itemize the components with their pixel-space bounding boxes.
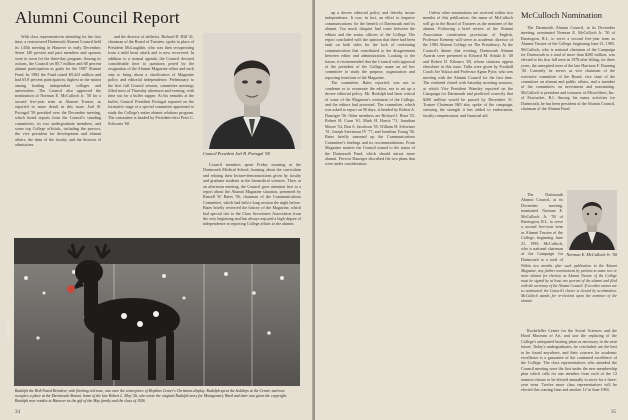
nomination-column: The Dartmouth Alumni Council, at its December meeting, nominated Norman E. McCulloch Jr. '50 of Barrington, R.I., to serve a second five-year term as Alumni Trustee of the College, beginning June 21, 1983. McCulloch, who is national chairman of the Campaign for Dartmouth to a total of more than $200 million, was elected to his first full term in 1978 after filling, for three years, the unexpired term of the late Harrison F. Dunning '30. Currently he serves as vice chairman of the executive committee of the Board, vice chair of the committee on alumni and public affairs, and a member of the committees on investment and nominating. McCulloch is president and treasurer of Microfibres, Inc. of Pawtucket, R.I. Among his many activities for Dartmouth, he has been president of the Alumni Council, chairman of the Alumni Fund. [521, 25, 615, 112]
portrait-caption: Council President Joel B. Portugal '58 [203, 151, 270, 156]
right-page [315, 0, 628, 420]
nomination-continued: The Dartmouth Alumni Council, at its December meeting, nominated Norman E. McCulloch Jr. '50 of Barrington, R.I., to serve a second five-year term as Alumni Trustee of the College, beginning June 21, 1983. McCulloch, who is national chairman of the Campaign for Dartmouth to a total of [521, 192, 563, 262]
page-title: Alumni Council Report [15, 8, 180, 27]
petition-note: Within two months after such publication in the Alumni Magazine, any further nominations by petition to name two or more alumni for election as Alumni Trustee of the College must be signed by at least one percent of the alumni and filed with the secretary of the Alumni Council. If no other names are so nominated, the Council's choice is elected by acclamation. McCulloch stands for re-election upon the nominee of the alumni. [521, 264, 617, 303]
article-column-1: With class representatives attending for the first time, a restructured Dartmouth Alumni Council held its 145th meeting in Hanover in early December. Some 140 present and past members and spouses were in town for the three-day program. Among its actions, the Council set $5.7 million and 68 percent alumni participation as goals for the 1987 Alumni Fund. In 1982 the Fund raised $9,423 million and had 65.8 percent participation, highest in the nation among leading independent colleges and universities. The Council also approved the nomination of Norman E. McCulloch Jr. '50 for a second five-year term as Alumni Trustee, as reported in more detail in this issue. Joel B. Portugal '58 presided over the December meeting, which heard reports from the Council's standing committees, its two undergraduate members, and some top College officials, including the provost, the vice president for development and alumni affairs, the dean of the faculty, and the director of admissions. [15, 34, 101, 148]
article-column-3: up a decree editorial policy and thereby insure independence. It was, in fact, an effort to improve communications for the benefit of Dartmouth and its alumni. Too much disquiet had come between the editors and the senior officers of the College. The report concluded with the opinion that there had been fault on both sides for the lack of continuing communication that contributed to the disagreement between editor and administration. Looking to the future, it recommended that the Council with approval of the president of the College name an ad hoc committee to study the purpose, organization and reporting functions of the Magazine. The committee, Bates reported, was not to condemn or to exonerate the editor, nor to set up a decree editorial policy. Mr. Rudolph had been critical of some of the Magazine's treatment of the College, and the editors had protested. The committee, which was asked to report on 90 days, is headed by Robert A. Danziger '56. Other members are Richard J. Hunt '53, Robert H. Conn '61, Mark H. Harris '71, Jonathan Moore '54, Don A. Jacobson '55, William H. Schreiner '51, Joseph Stevenson IV '77, and Jonathan Young '56. Bates briefly summed up the Communications Committee's findings and its recommendations. From Magazine matters the Council turned to the status of the Dartmouth Fund, which should attract more alumni. Provost Danziger described the two plans that were under consideration. [325, 10, 415, 167]
reindeer-photo [14, 238, 300, 386]
photo-credit: Dartmouth Photo [6, 319, 10, 340]
article-column-2: and the director of athletics. Richard D. Hill '41, chairman of the Board of Trustees, spoke in place of President McLaughlin, who was then recuperating from a mild heart attack and is now recovered. In addition to a normal agenda, the Council devoted considerable time to questions posed by the resignation of the Alumni Magazine editor and each step to bring about a clarification of Magazine policy and editorial independence. Preliminary to the first full Council session, committee meetings filled most of Thursday afternoon and evening, with time out for a buffet supper. At his remarks at the buffet, Council President Portugal reported on the formative stage of a special committee appointed to study the College's entire alumni relations program. The committee is headed by President-elect Peter C. Schwartz '60. [108, 34, 194, 126]
reindeer-caption: Rudolph the Red-Nosed Reindeer, with flashing red nose, was once the centerpiece of Hopkins Center's Christmas display. Rudolph spent the holidays at the Center, and now occupies a place at the Dartmouth Alumni, home of the late Robert L. May '26, who wrote the original Rudolph story for Montgomery Ward and later was given the copyright. Rudolph now resides in Hanover as the gift of the May family and the class of 1926. [15, 389, 287, 403]
portrait-photo [203, 33, 301, 149]
section-heading: McCulloch Nomination [521, 10, 602, 20]
page-number-right: 35 [611, 410, 616, 415]
page-number-left: 34 [15, 410, 20, 415]
article-column-8: Rockefeller Center for the Social Sciences and the Hood Museum of Art, and saw the replacing of the College's antiquated heating plant as necessary in the near future. Today's undergraduates, he concluded, are the best to be found anywhere, and their concern for academic excellence is a guarantee of the continued excellence of the College. The class representatives who attended the Council meeting were the first under the new membership plan which calls for one member from each of the 12 reunion classes to be elected annually to serve for a three-year term. Twelve more class representatives will be elected this coming June and another 12 in June 1984. [521, 328, 617, 393]
mcculloch-caption: Norman E. McCulloch Jr. '50 [566, 252, 617, 257]
article-column-7: Unless other nominations are received within two months of this publication, the name of McCulloch will go to the Board of Trustees as the nominee of the alumni. Following a brief review of the Alumni Association constitution provisions of English, Professor Kemeny will serve as academic director of the 1983 Alumni College on The Presidency. At the Council's dinner that evening, Dartmouth Alumni Awards were presented to Edward M. Schulz Jr. '40 and Robert D. Kilmarx '48, whose citations appear elsewhere in this issue. Talks were given by Football Coach Joe Yukica and Professor Agnar Pytte, who was meeting with the Alumni Council for the first time. The weekend closed with Saturday morning sessions, at which Vice President Wansley reported on the Campaign for Dartmouth and predicted correctly that $200 million would be passed by December 31. Trustee Chairman Hill also spoke of the campaign, stressing the strength it has added to endowment, faculty compensation, and financial aid. [423, 10, 513, 118]
mcculloch-photo [567, 190, 617, 250]
left-page [0, 0, 313, 420]
article-column-4: Council members spent Friday morning at the Dartmouth Medical School, learning about the curriculum and relating their lecture-demonstrations given by faculty and graduate students in the biomedical sciences. Then, at an afternoon meeting, the Council gave attention first to a report about the Alumni Magazine situation, presented by Russell W. Bates '56, chairman of the Communications Committee, which had held a long session the night before. Bates briefly reviewed the history of the Magazine, which had special ties to the Class Secretaries Association from the very beginning and has always enjoyed a high degree of independence in reporting College affairs to the alumni. [203, 162, 301, 227]
